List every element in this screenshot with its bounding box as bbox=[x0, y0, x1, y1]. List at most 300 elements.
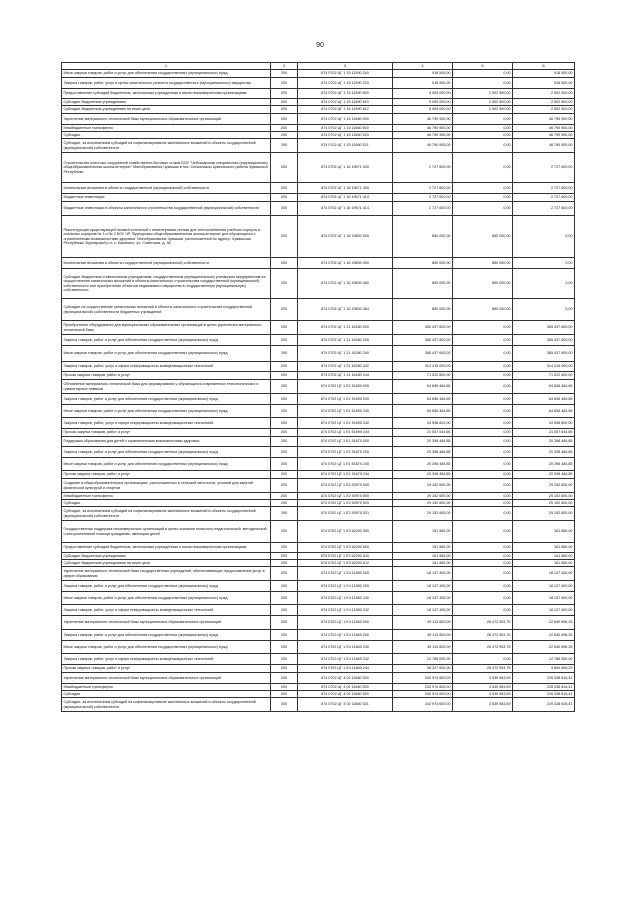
row-value-1-cell: 46 790 900,00 bbox=[393, 125, 453, 132]
table-row bbox=[62, 394, 575, 405]
row-value-1-cell: 242 974 600,00 bbox=[393, 698, 453, 712]
row-value-1-cell: 18 137 400,00 bbox=[393, 592, 453, 605]
row-code-cell: 874 0702 ЦГ 1 E1 51690 240 bbox=[298, 405, 393, 418]
row-value-2-cell: 0,00 bbox=[453, 394, 513, 405]
row-value-1-cell: 5 005 000,00 bbox=[393, 99, 453, 106]
row-code-cell: 874 0702 ЦГ 1 E4 11580 240 bbox=[298, 592, 393, 605]
row-name-cell: Закупка товаров, работ и услуг для обеспечения государственных (муниципальных) нужд bbox=[62, 581, 271, 592]
row-value-2-cell: 0,00 bbox=[453, 372, 513, 380]
row-value-1-cell: 242 974 600,00 bbox=[393, 684, 453, 691]
row-value-3-cell: 239 338 616,41 bbox=[513, 673, 575, 684]
row-admin-cell: 200 bbox=[271, 299, 298, 321]
row-admin-cell: 200 bbox=[271, 479, 298, 493]
row-code-cell: 874 0702 ЦГ 1 E2 50970 000 bbox=[298, 479, 393, 493]
table-row bbox=[62, 493, 575, 500]
row-admin-cell: 200 bbox=[271, 567, 298, 581]
row-value-3-cell: 2 502 500,00 bbox=[513, 106, 575, 114]
row-value-2-cell: 0,00 bbox=[453, 553, 513, 560]
row-code-cell: 874 0702 ЦГ 1 16 19800 000 bbox=[298, 216, 393, 258]
row-value-1-cell: 5 005 000,00 bbox=[393, 89, 453, 99]
row-code-cell: 874 0702 ЦГ 1 16 19800 464 bbox=[298, 299, 393, 321]
row-name-cell: Иные закупки товаров, работ и услуг для обеспечения государственных (муниципальных) нужд bbox=[62, 592, 271, 605]
row-code-cell: 874 0702 ЦГ 1 E1 51870 244 bbox=[298, 471, 393, 479]
table-row bbox=[62, 447, 575, 458]
row-value-3-cell: 64 656 464,65 bbox=[513, 394, 575, 405]
row-value-1-cell: 850 000,00 bbox=[393, 269, 453, 299]
row-value-2-cell: 0,00 bbox=[453, 132, 513, 139]
row-name-cell: Субсидии бюджетным учреждениям на иные цели bbox=[62, 560, 271, 567]
row-admin-cell: 200 bbox=[271, 114, 298, 125]
row-name-cell: Иные закупки товаров, работ и услуг для обеспечения государственных (муниципальных) нужд bbox=[62, 405, 271, 418]
row-name-cell: Укрепление материально-технической базы государственных учреждений, обеспечивающих предоставление услуг в сфере образования bbox=[62, 567, 271, 581]
table-row bbox=[62, 372, 575, 380]
table-row bbox=[62, 99, 575, 106]
row-value-3-cell: 365 437 600,00 bbox=[513, 321, 575, 335]
row-name-cell: Государственная поддержка некоммерческих организаций в целях оказания психолого-педагогической, методической и консультативной помощи гражданам, имеющим детей bbox=[62, 521, 271, 543]
row-value-1-cell: 918 500,00 bbox=[393, 70, 453, 78]
row-name-cell: Укрепление материально-технической базы муниципальных образовательных организаций bbox=[62, 673, 271, 684]
row-admin-cell: 200 bbox=[271, 437, 298, 447]
row-value-1-cell: 314 415 000,00 bbox=[393, 362, 453, 372]
row-value-2-cell: 0,00 bbox=[453, 500, 513, 507]
table-row bbox=[62, 500, 575, 507]
row-value-1-cell: 850 000,00 bbox=[393, 258, 453, 269]
row-admin-cell: 200 bbox=[271, 592, 298, 605]
row-value-1-cell: 20 398 484,85 bbox=[393, 458, 453, 471]
row-name-cell: Бюджетные инвестиции в объекты капитального строительства государственной (муниципальной) собственности bbox=[62, 202, 271, 216]
row-admin-cell: 200 bbox=[271, 125, 298, 132]
row-value-3-cell: 918 500,00 bbox=[513, 78, 575, 89]
row-code-cell: 874 0702 ЦГ 1 E1 51690 242 bbox=[298, 418, 393, 429]
row-value-3-cell: 2 727 600,00 bbox=[513, 194, 575, 202]
row-code-cell: 874 0702 ЦГ 1 E2 50970 521 bbox=[298, 507, 393, 521]
row-value-3-cell: 2 727 600,00 bbox=[513, 183, 575, 194]
row-value-3-cell: 64 656 464,65 bbox=[513, 405, 575, 418]
row-admin-cell: 200 bbox=[271, 258, 298, 269]
row-value-3-cell: 46 790 900,00 bbox=[513, 132, 575, 139]
row-value-2-cell: 3 535 983,59 bbox=[453, 684, 513, 691]
table-row bbox=[62, 429, 575, 437]
row-code-cell: 874 0702 ЦГ 1 E4 11660 244 bbox=[298, 665, 393, 673]
row-name-cell: Субсидии bbox=[62, 132, 271, 139]
row-admin-cell: 200 bbox=[271, 99, 298, 106]
row-value-2-cell: 0,00 bbox=[453, 592, 513, 605]
row-code-cell: 874 0702 ЦГ 1 E4 11580 000 bbox=[298, 567, 393, 581]
row-admin-cell: 200 bbox=[271, 106, 298, 114]
row-value-1-cell: 20 398 484,85 bbox=[393, 447, 453, 458]
row-code-cell: 874 0702 ЦГ 1 E1 51690 244 bbox=[298, 429, 393, 437]
table-row bbox=[62, 521, 575, 543]
row-code-cell: 874 0702 ЦГ 1 15 11660 521 bbox=[298, 139, 393, 153]
row-code-cell: 874 0702 ЦГ 1 15 11590 610 bbox=[298, 99, 393, 106]
row-value-3-cell: 161 569,00 bbox=[513, 560, 575, 567]
row-value-3-cell: 46 790 900,00 bbox=[513, 139, 575, 153]
row-code-cell: 874 0702 ЦГ 4 02 11660 500 bbox=[298, 684, 393, 691]
row-value-1-cell: 365 437 600,00 bbox=[393, 321, 453, 335]
table-row bbox=[62, 479, 575, 493]
table-row bbox=[62, 114, 575, 125]
row-value-1-cell: 21 057 644,65 bbox=[393, 429, 453, 437]
row-value-3-cell: 29 152 600,00 bbox=[513, 507, 575, 521]
row-value-1-cell: 46 790 900,00 bbox=[393, 139, 453, 153]
row-name-cell: Строительство очистных сооружений хозяйственно-бытовых стоков БОУ "Чебоксарская специальная (коррекционная) общеобразовательная школа-интернат" Минобразования Чувашии в пос. Сеньялкасы Цивильского района Чувашской Республики bbox=[62, 153, 271, 183]
row-admin-cell: 200 bbox=[271, 394, 298, 405]
row-value-2-cell: 0,00 bbox=[453, 70, 513, 78]
page-number: 90 bbox=[316, 42, 324, 49]
row-value-2-cell: 850 000,00 bbox=[453, 269, 513, 299]
table-row bbox=[62, 70, 575, 78]
row-value-3-cell: 18 137 400,00 bbox=[513, 592, 575, 605]
row-admin-cell: 200 bbox=[271, 447, 298, 458]
row-value-3-cell: 239 338 616,41 bbox=[513, 691, 575, 698]
row-value-2-cell: 0,00 bbox=[453, 479, 513, 493]
row-code-cell: 874 0702 ЦГ 1 E3 62292 610 bbox=[298, 553, 393, 560]
row-admin-cell: 200 bbox=[271, 673, 298, 684]
row-name-cell: Закупка товаров, работ и услуг для обеспечения государственных (муниципальных) нужд bbox=[62, 447, 271, 458]
table-row bbox=[62, 202, 575, 216]
row-name-cell: Межбюджетные трансферты bbox=[62, 684, 271, 691]
row-value-1-cell: 49 113 600,00 bbox=[393, 630, 453, 641]
table-row bbox=[62, 458, 575, 471]
row-admin-cell: 200 bbox=[271, 153, 298, 183]
row-admin-cell: 200 bbox=[271, 616, 298, 630]
row-value-2-cell: 0,00 bbox=[453, 405, 513, 418]
row-code-cell: 874 0702 ЦГ 4 02 11660 521 bbox=[298, 698, 393, 712]
row-value-2-cell: 26 472 903,75 bbox=[453, 616, 513, 630]
table-header-row bbox=[62, 63, 575, 70]
table-row bbox=[62, 630, 575, 641]
row-value-3-cell: 18 137 400,00 bbox=[513, 581, 575, 592]
row-value-1-cell: 850 000,00 bbox=[393, 299, 453, 321]
row-value-3-cell: 20 398 484,85 bbox=[513, 447, 575, 458]
table-row bbox=[62, 543, 575, 553]
row-value-3-cell: 64 656 464,65 bbox=[513, 380, 575, 394]
row-name-cell: Субсидии, за исключением субсидий на софинансирование капитальных вложений в объекты государственной (муниципальной) собственности bbox=[62, 139, 271, 153]
row-value-3-cell: 22 640 696,25 bbox=[513, 616, 575, 630]
row-value-1-cell: 2 727 600,00 bbox=[393, 183, 453, 194]
header-col-6: 6 bbox=[513, 63, 575, 70]
row-admin-cell: 200 bbox=[271, 521, 298, 543]
row-value-3-cell: 2 502 500,00 bbox=[513, 99, 575, 106]
row-value-1-cell: 918 500,00 bbox=[393, 78, 453, 89]
row-value-2-cell: 0,00 bbox=[453, 139, 513, 153]
row-value-2-cell: 0,00 bbox=[453, 321, 513, 335]
row-admin-cell: 200 bbox=[271, 698, 298, 712]
table-row bbox=[62, 321, 575, 335]
row-value-1-cell: 43 598 820,00 bbox=[393, 418, 453, 429]
row-code-cell: 874 0702 ЦГ 1 E3 62292 600 bbox=[298, 543, 393, 553]
row-value-3-cell: 29 152 600,00 bbox=[513, 500, 575, 507]
row-admin-cell: 200 bbox=[271, 321, 298, 335]
row-code-cell: 874 0702 ЦГ 1 16 19800 400 bbox=[298, 258, 393, 269]
row-value-2-cell: 0,00 bbox=[453, 335, 513, 346]
row-name-cell: Межбюджетные трансферты bbox=[62, 493, 271, 500]
row-value-2-cell: 0,00 bbox=[453, 581, 513, 592]
table-row bbox=[62, 89, 575, 99]
row-name-cell: Обновление материально-технической базы для формирования у обучающихся современных технологических и гуманитарных навыков bbox=[62, 380, 271, 394]
row-code-cell: 874 0702 ЦГ 1 15 11590 600 bbox=[298, 89, 393, 99]
row-admin-cell: 200 bbox=[271, 269, 298, 299]
row-value-2-cell: 2 502 500,00 bbox=[453, 89, 513, 99]
row-value-1-cell: 242 974 600,00 bbox=[393, 673, 453, 684]
row-value-1-cell: 29 152 600,00 bbox=[393, 479, 453, 493]
row-admin-cell: 200 bbox=[271, 630, 298, 641]
table-row bbox=[62, 560, 575, 567]
row-name-cell: Закупка товаров, работ, услуг в сфере информационно-коммуникационных технологий bbox=[62, 605, 271, 616]
table-row bbox=[62, 258, 575, 269]
header-col-2: 2 bbox=[271, 63, 298, 70]
row-value-2-cell: 26 472 903,75 bbox=[453, 641, 513, 654]
row-value-1-cell: 71 022 600,00 bbox=[393, 372, 453, 380]
row-value-1-cell: 49 113 600,00 bbox=[393, 641, 453, 654]
row-name-cell: Закупка товаров, работ и услуг для обеспечения государственных (муниципальных) нужд bbox=[62, 630, 271, 641]
row-value-2-cell: 0,00 bbox=[453, 471, 513, 479]
row-name-cell: Субсидии на осуществление капитальных вложений в объекты капитального строительства государственной (муниципальной) собственности бюджетных учреждений bbox=[62, 299, 271, 321]
row-admin-cell: 200 bbox=[271, 335, 298, 346]
row-value-3-cell: 365 437 600,00 bbox=[513, 335, 575, 346]
row-value-1-cell: 365 437 600,00 bbox=[393, 335, 453, 346]
row-code-cell: 874 0702 ЦГ 1 E4 11580 200 bbox=[298, 581, 393, 592]
row-code-cell: 874 0702 ЦГ 1 15 11590 612 bbox=[298, 106, 393, 114]
row-code-cell: 874 0702 ЦГ 1 E3 62292 612 bbox=[298, 560, 393, 567]
row-admin-cell: 200 bbox=[271, 70, 298, 78]
row-code-cell: 874 0702 ЦГ 1 21 16280 242 bbox=[298, 362, 393, 372]
row-admin-cell: 200 bbox=[271, 691, 298, 698]
row-value-3-cell: 161 569,00 bbox=[513, 543, 575, 553]
row-value-3-cell: 9 854 696,25 bbox=[513, 665, 575, 673]
row-value-3-cell: 365 437 600,00 bbox=[513, 346, 575, 362]
table-row bbox=[62, 581, 575, 592]
table-row bbox=[62, 592, 575, 605]
row-value-2-cell: 0,00 bbox=[453, 654, 513, 665]
row-admin-cell: 200 bbox=[271, 543, 298, 553]
row-value-2-cell: 850 000,00 bbox=[453, 216, 513, 258]
row-code-cell: 874 0702 ЦГ 1 E4 11660 000 bbox=[298, 616, 393, 630]
table-row bbox=[62, 269, 575, 299]
row-admin-cell: 200 bbox=[271, 132, 298, 139]
row-admin-cell: 200 bbox=[271, 581, 298, 592]
row-value-2-cell: 0,00 bbox=[453, 153, 513, 183]
table-row bbox=[62, 673, 575, 684]
row-name-cell: Предоставление субсидий бюджетным, автономным учреждениям и иным некоммерческим организациям bbox=[62, 89, 271, 99]
row-admin-cell: 200 bbox=[271, 183, 298, 194]
table-row bbox=[62, 641, 575, 654]
row-value-3-cell: 18 137 400,00 bbox=[513, 567, 575, 581]
row-admin-cell: 200 bbox=[271, 493, 298, 500]
row-value-2-cell: 3 535 983,59 bbox=[453, 691, 513, 698]
row-name-cell: Субсидии, за исключением субсидий на софинансирование капитальных вложений в объекты государственной (муниципальной) собственности bbox=[62, 507, 271, 521]
row-name-cell: Закупка товаров, работ и услуг для обеспечения государственных (муниципальных) нужд bbox=[62, 335, 271, 346]
row-value-3-cell: 239 338 616,41 bbox=[513, 698, 575, 712]
row-value-2-cell: 0,00 bbox=[453, 125, 513, 132]
row-code-cell: 874 0702 ЦГ 1 16 19571 410 bbox=[298, 194, 393, 202]
row-name-cell: Прочая закупка товаров, работ и услуг bbox=[62, 429, 271, 437]
row-value-1-cell: 49 113 600,00 bbox=[393, 616, 453, 630]
row-value-1-cell: 18 137 400,00 bbox=[393, 581, 453, 592]
row-name-cell: Реконструкция существующей газовой котельной с инженерными сетями для теплоснабжения учебного корпуса и спальных корпусов № 1 и № 2 БОУ ЧР "Вурнарская общеобразовательная школа-интернат для обучающихся с ограниченными возможностями здоровья" Минобразования Чувашии, расположенной по адресу: Чувашская Республика, Вурнарский р-н, с. Калинино, ул. Советская, д. 38 bbox=[62, 216, 271, 258]
table-row bbox=[62, 691, 575, 698]
row-name-cell: Субсидии бюджетным учреждениям bbox=[62, 99, 271, 106]
row-name-cell: Бюджетные инвестиции bbox=[62, 194, 271, 202]
row-name-cell: Закупка товаров, работ, услуг в сфере информационно-коммуникационных технологий bbox=[62, 654, 271, 665]
table-row bbox=[62, 299, 575, 321]
row-value-3-cell: 46 790 900,00 bbox=[513, 114, 575, 125]
row-value-1-cell: 29 152 600,00 bbox=[393, 500, 453, 507]
row-value-1-cell: 365 437 600,00 bbox=[393, 346, 453, 362]
row-name-cell: Закупка товаров, работ, услуг в сфере информационно-коммуникационных технологий bbox=[62, 418, 271, 429]
row-name-cell: Закупка товаров, работ, услуг в сфере информационно-коммуникационных технологий bbox=[62, 362, 271, 372]
row-code-cell: 874 0702 ЦГ 4 02 11660 000 bbox=[298, 673, 393, 684]
row-value-2-cell: 0,00 bbox=[453, 543, 513, 553]
row-code-cell: 874 0702 ЦГ 1 21 16280 240 bbox=[298, 346, 393, 362]
row-value-1-cell: 20 398 484,85 bbox=[393, 471, 453, 479]
row-name-cell: Закупка товаров, работ и услуг для обеспечения государственных (муниципальных) нужд bbox=[62, 394, 271, 405]
row-value-2-cell: 0,00 bbox=[453, 114, 513, 125]
row-value-3-cell: 161 569,00 bbox=[513, 553, 575, 560]
row-admin-cell: 200 bbox=[271, 605, 298, 616]
row-value-3-cell: 2 502 500,00 bbox=[513, 89, 575, 99]
row-code-cell: 874 0702 ЦГ 1 16 19571 400 bbox=[298, 183, 393, 194]
row-admin-cell: 200 bbox=[271, 78, 298, 89]
row-value-3-cell: 20 398 484,85 bbox=[513, 471, 575, 479]
row-name-cell: Иные закупки товаров, работ и услуг для обеспечения государственных (муниципальных) нужд bbox=[62, 458, 271, 471]
table-row bbox=[62, 78, 575, 89]
row-value-3-cell: 0,00 bbox=[513, 216, 575, 258]
row-value-2-cell: 0,00 bbox=[453, 567, 513, 581]
row-value-3-cell: 12 786 000,00 bbox=[513, 654, 575, 665]
row-admin-cell: 200 bbox=[271, 665, 298, 673]
row-value-1-cell: 29 152 600,00 bbox=[393, 493, 453, 500]
row-value-3-cell: 29 152 600,00 bbox=[513, 493, 575, 500]
row-value-2-cell: 2 502 500,00 bbox=[453, 99, 513, 106]
row-value-1-cell: 161 569,00 bbox=[393, 543, 453, 553]
row-value-1-cell: 18 137 400,00 bbox=[393, 567, 453, 581]
table-row bbox=[62, 605, 575, 616]
row-code-cell: 874 0702 ЦГ 4 02 11660 520 bbox=[298, 691, 393, 698]
row-value-3-cell: 71 022 600,00 bbox=[513, 372, 575, 380]
table-row bbox=[62, 418, 575, 429]
row-value-2-cell: 0,00 bbox=[453, 458, 513, 471]
row-value-2-cell: 0,00 bbox=[453, 362, 513, 372]
row-value-2-cell: 0,00 bbox=[453, 183, 513, 194]
row-value-2-cell: 26 472 903,75 bbox=[453, 665, 513, 673]
row-name-cell: Капитальные вложения в объекты государственной (муниципальной) собственности bbox=[62, 183, 271, 194]
row-value-3-cell: 161 569,00 bbox=[513, 521, 575, 543]
row-code-cell: 874 0702 ЦГ 1 E4 11660 242 bbox=[298, 654, 393, 665]
row-value-2-cell: 0,00 bbox=[453, 493, 513, 500]
row-admin-cell: 200 bbox=[271, 216, 298, 258]
row-value-2-cell: 0,00 bbox=[453, 437, 513, 447]
row-name-cell: Субсидии, за исключением субсидий на софинансирование капитальных вложений в объекты государственной (муниципальной) собственности bbox=[62, 698, 271, 712]
row-value-3-cell: 918 500,00 bbox=[513, 70, 575, 78]
row-value-2-cell: 0,00 bbox=[453, 429, 513, 437]
table-row bbox=[62, 665, 575, 673]
row-value-2-cell: 0,00 bbox=[453, 521, 513, 543]
row-value-2-cell: 850 000,00 bbox=[453, 258, 513, 269]
table-row bbox=[62, 194, 575, 202]
row-admin-cell: 200 bbox=[271, 372, 298, 380]
table-row bbox=[62, 183, 575, 194]
row-name-cell: Иные закупки товаров, работ и услуг для обеспечения государственных (муниципальных) нужд bbox=[62, 70, 271, 78]
row-name-cell: Межбюджетные трансферты bbox=[62, 125, 271, 132]
row-value-3-cell: 0,00 bbox=[513, 258, 575, 269]
row-value-2-cell: 0,00 bbox=[453, 418, 513, 429]
row-code-cell: 874 0702 ЦГ 1 E1 51870 240 bbox=[298, 458, 393, 471]
row-code-cell: 874 0702 ЦГ 1 E1 51870 200 bbox=[298, 447, 393, 458]
row-name-cell: Укрепление материально-технической базы муниципальных образовательных организаций bbox=[62, 114, 271, 125]
row-value-3-cell: 22 640 696,25 bbox=[513, 641, 575, 654]
row-value-1-cell: 850 000,00 bbox=[393, 216, 453, 258]
row-name-cell: Приобретение оборудования для муниципальных образовательных организаций в целях укрепления материально-технической базы bbox=[62, 321, 271, 335]
row-code-cell: 874 0702 ЦГ 1 E3 62292 000 bbox=[298, 521, 393, 543]
table-row bbox=[62, 335, 575, 346]
row-code-cell: 874 0702 ЦГ 1 15 11660 500 bbox=[298, 125, 393, 132]
row-admin-cell: 200 bbox=[271, 507, 298, 521]
row-admin-cell: 200 bbox=[271, 654, 298, 665]
row-code-cell: 874 0702 ЦГ 1 16 19800 460 bbox=[298, 269, 393, 299]
row-name-cell: Прочая закупка товаров, работ и услуг bbox=[62, 665, 271, 673]
row-code-cell: 874 0702 ЦГ 1 15 11590 243 bbox=[298, 78, 393, 89]
row-admin-cell: 200 bbox=[271, 641, 298, 654]
row-value-1-cell: 161 569,00 bbox=[393, 560, 453, 567]
row-name-cell: Прочая закупка товаров, работ и услуг bbox=[62, 372, 271, 380]
row-value-1-cell: 12 786 000,00 bbox=[393, 654, 453, 665]
row-code-cell: 874 0702 ЦГ 1 21 16280 200 bbox=[298, 335, 393, 346]
row-value-2-cell: 3 535 983,59 bbox=[453, 673, 513, 684]
row-value-2-cell: 0,00 bbox=[453, 194, 513, 202]
table-row bbox=[62, 106, 575, 114]
row-code-cell: 874 0702 ЦГ 1 E1 51690 000 bbox=[298, 380, 393, 394]
row-value-3-cell: 239 338 616,41 bbox=[513, 684, 575, 691]
table-row bbox=[62, 684, 575, 691]
row-value-3-cell: 29 152 600,00 bbox=[513, 479, 575, 493]
row-code-cell: 874 0702 ЦГ 1 15 11660 520 bbox=[298, 132, 393, 139]
row-name-cell: Иные закупки товаров, работ и услуг для обеспечения государственных (муниципальных) нужд bbox=[62, 641, 271, 654]
row-value-2-cell: 2 502 500,00 bbox=[453, 106, 513, 114]
row-admin-cell: 200 bbox=[271, 560, 298, 567]
row-admin-cell: 200 bbox=[271, 202, 298, 216]
row-value-2-cell: 0,00 bbox=[453, 202, 513, 216]
row-value-3-cell: 20 398 484,85 bbox=[513, 458, 575, 471]
header-col-5: 5 bbox=[453, 63, 513, 70]
row-value-2-cell: 0,00 bbox=[453, 560, 513, 567]
table-row bbox=[62, 507, 575, 521]
table-row bbox=[62, 346, 575, 362]
row-value-3-cell: 20 398 484,85 bbox=[513, 437, 575, 447]
row-value-1-cell: 46 790 900,00 bbox=[393, 114, 453, 125]
row-code-cell: 874 0702 ЦГ 1 E2 50970 500 bbox=[298, 493, 393, 500]
table-row bbox=[62, 471, 575, 479]
row-name-cell: Закупка товаров, работ, услуг в целях капитального ремонта государственного (муниципального) имущества bbox=[62, 78, 271, 89]
row-value-3-cell: 0,00 bbox=[513, 299, 575, 321]
row-code-cell: 874 0702 ЦГ 1 E1 51690 200 bbox=[298, 394, 393, 405]
row-value-1-cell: 64 656 464,65 bbox=[393, 394, 453, 405]
row-name-cell: Иные закупки товаров, работ и услуг для обеспечения государственных (муниципальных) нужд bbox=[62, 346, 271, 362]
row-value-1-cell: 161 569,00 bbox=[393, 553, 453, 560]
row-value-3-cell: 2 727 600,00 bbox=[513, 202, 575, 216]
row-value-1-cell: 36 327 600,00 bbox=[393, 665, 453, 673]
row-value-2-cell: 0,00 bbox=[453, 78, 513, 89]
table-row bbox=[62, 216, 575, 258]
row-value-1-cell: 2 727 600,00 bbox=[393, 202, 453, 216]
row-value-1-cell: 161 569,00 bbox=[393, 521, 453, 543]
table-row bbox=[62, 125, 575, 132]
row-value-2-cell: 0,00 bbox=[453, 507, 513, 521]
table-row bbox=[62, 153, 575, 183]
row-code-cell: 874 0702 ЦГ 1 15 11660 000 bbox=[298, 114, 393, 125]
header-col-3: 3 bbox=[298, 63, 393, 70]
table-row bbox=[62, 380, 575, 394]
